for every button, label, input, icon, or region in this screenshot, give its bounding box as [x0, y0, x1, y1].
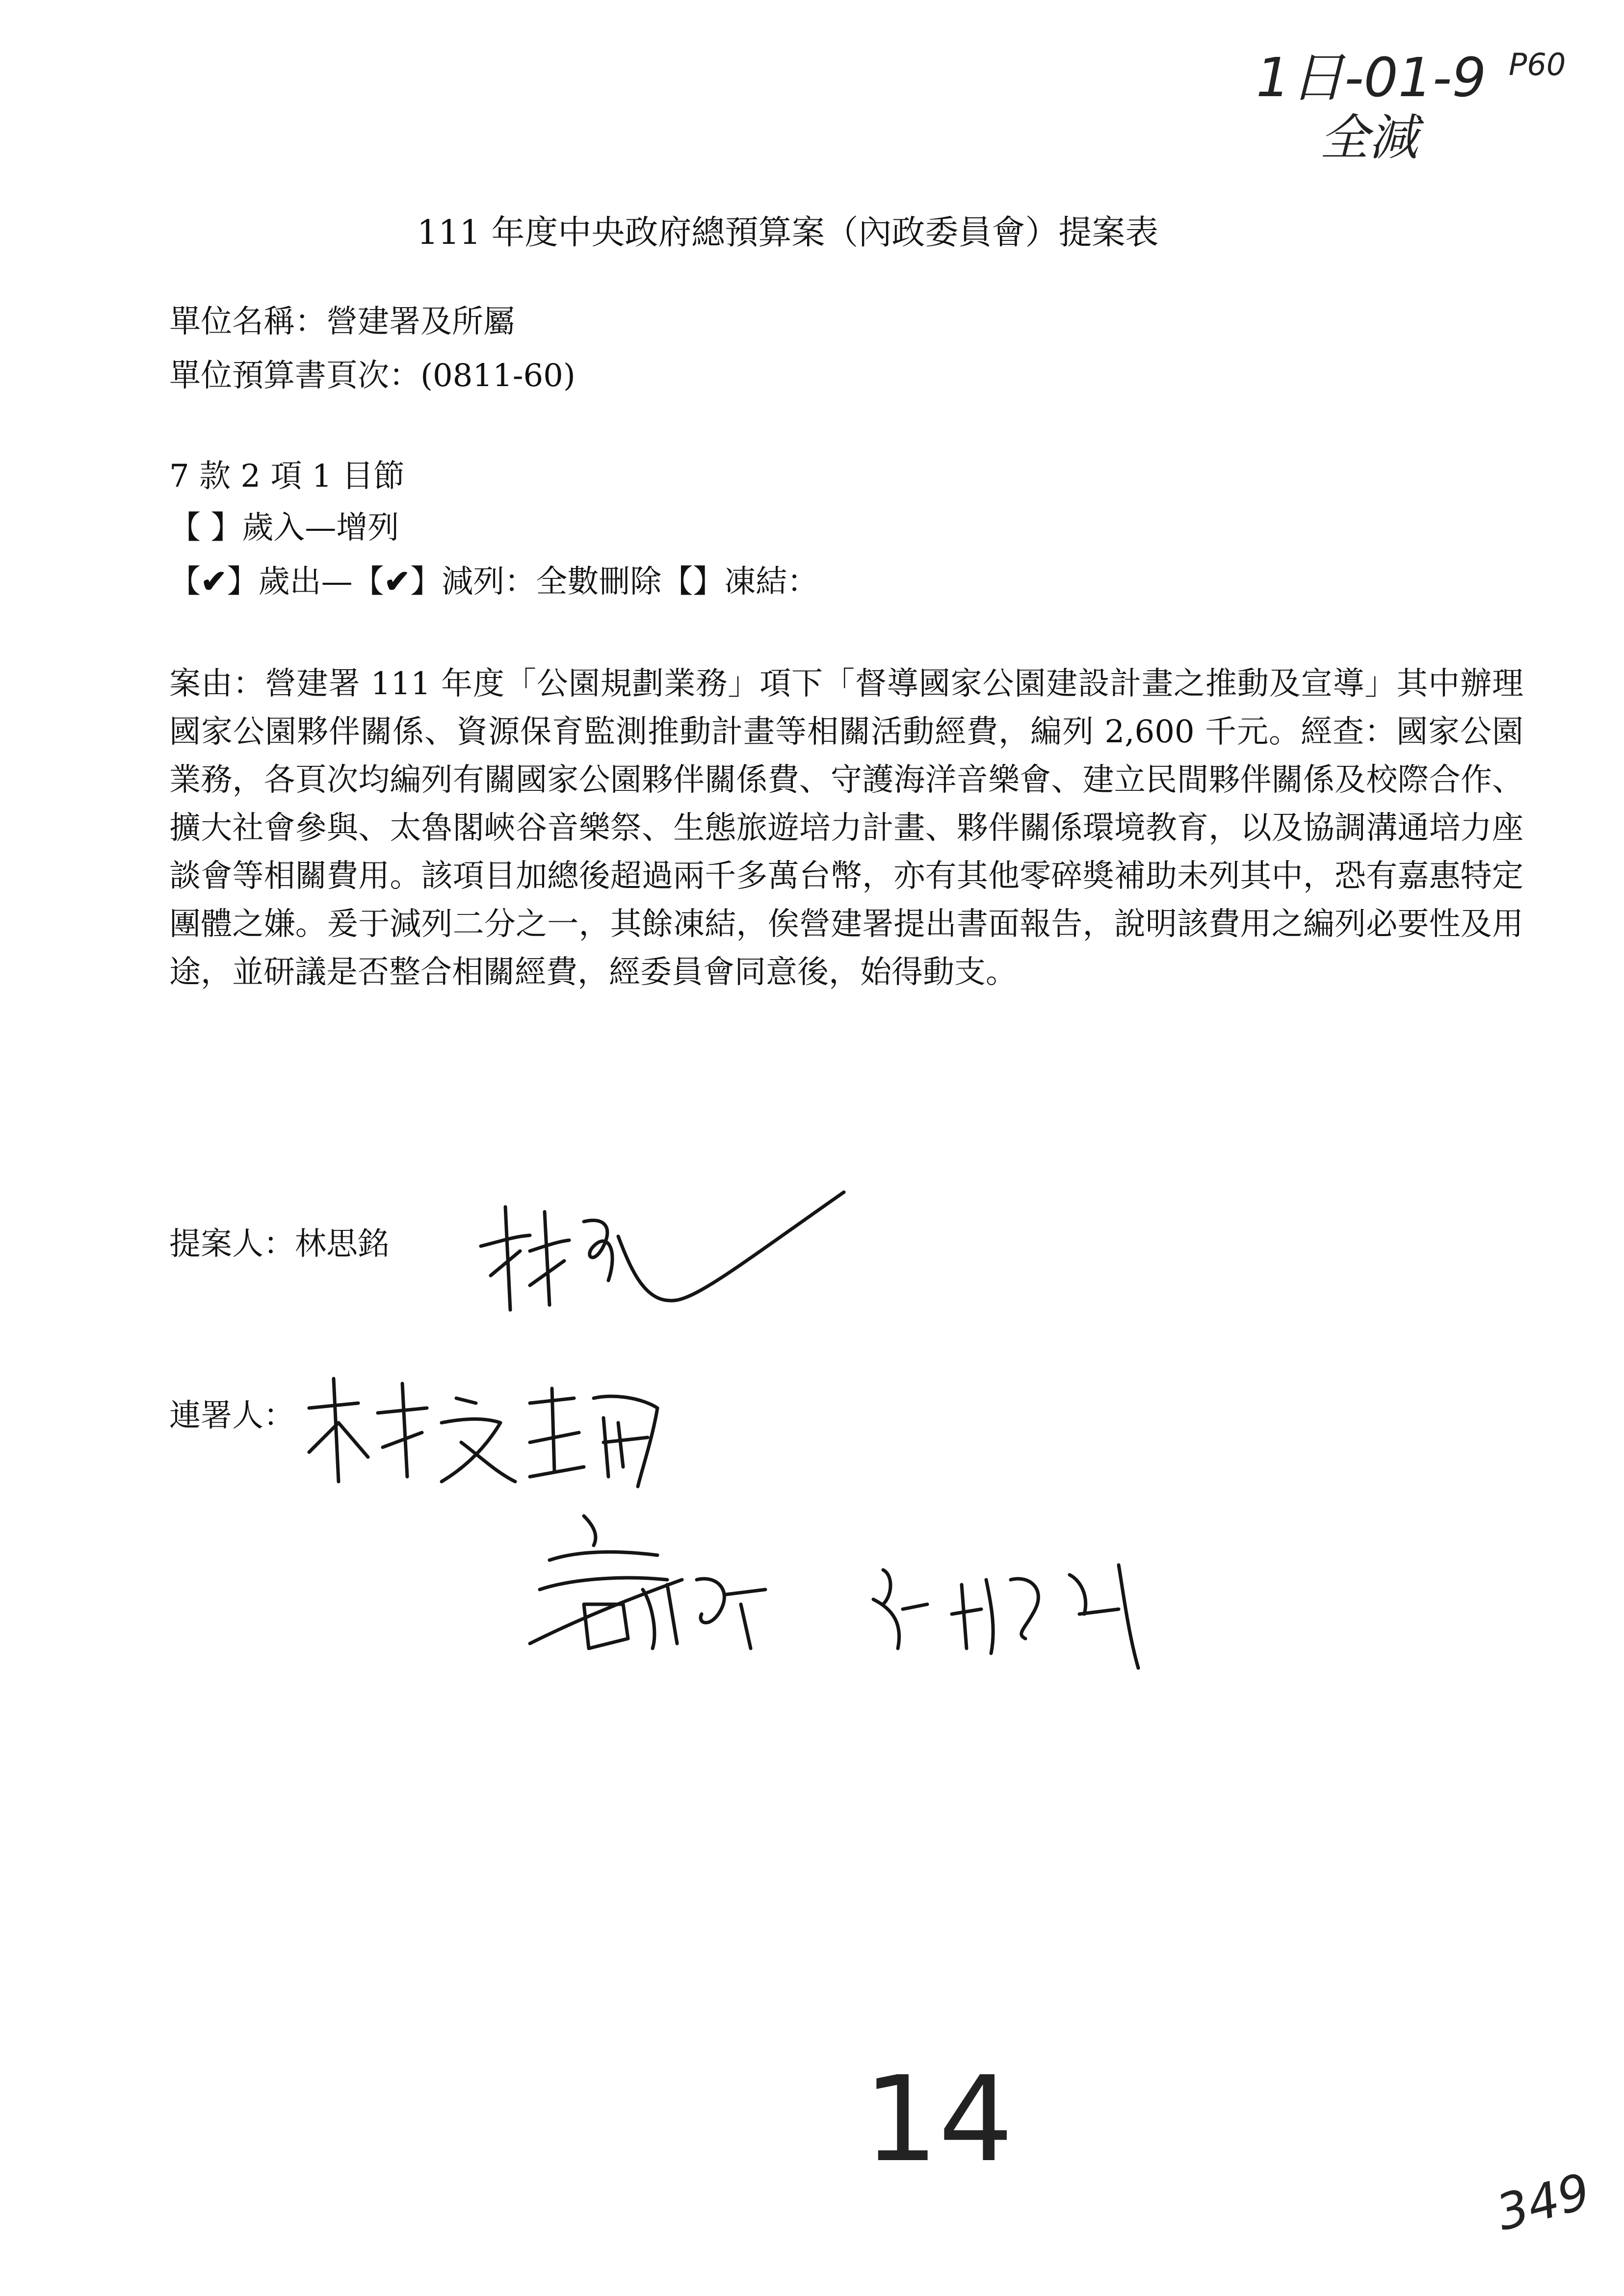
check-icon: ✔ [201, 563, 227, 600]
handwritten-page-ref: P60 [1509, 47, 1566, 82]
cosigner-label: 連署人： [169, 1398, 295, 1434]
reason-paragraph: 案由：營建署 111 年度「公園規劃業務」項下「督導國家公園建設計畫之推動及宣導」其中辦理國家公園夥伴關係、資源保育監測推動計畫等相關活動經費，編列 2,600 千元。經查：國家公園業務，各頁次均編列有關國家公園夥伴關係費、守護海洋音樂會、建立民間夥伴關係及校際合作、擴大社會參與、太魯閣峽谷音樂祭、生態旅遊培力計畫、夥伴關係環境教育，以及協調溝通培力座談會等相關費用。該項目加總後超過兩千多萬台幣，亦有其他零碎獎補助未列其中，恐有嘉惠特定團體之嫌。爰于減列二分之一，其餘凍結，俟營建署提出書面報告，說明該費用之編列必要性及用途，並研議是否整合相關經費，經委員會同意後，始得動支。 [169, 666, 1523, 991]
unit-name: 單位名稱：營建署及所屬 [169, 304, 515, 340]
cosigner-signature-1 [299, 1369, 672, 1496]
cosigner-signature-3 [864, 1550, 1168, 1678]
handwritten-code: 1日-01-9 [1256, 46, 1487, 109]
proposer-signature [471, 1177, 864, 1325]
unit-page: 單位預算書頁次：(0811-60) [169, 358, 576, 394]
section-revenue: 【 】歲入—增列 [169, 510, 399, 546]
bracket-open: 【 [169, 564, 201, 600]
reduction-label: 】減列：全數刪除【】凍結： [410, 564, 819, 600]
page-number: 14 [864, 2051, 1014, 2188]
proposer-label: 提案人：林思銘 [169, 1226, 389, 1262]
handwritten-note: 全減 [1320, 109, 1418, 166]
section-item: 7 款 2 項 1 目節 [169, 458, 405, 495]
check-icon: ✔ [384, 563, 411, 600]
section-expenditure [169, 559, 818, 604]
page-title: 111 年度中央政府總預算案（內政委員會）提案表 [417, 213, 1159, 252]
cosigner-signature-2 [520, 1506, 775, 1663]
corner-note: 349 [1491, 2162, 1596, 2242]
expenditure-label: 】歲出—【 [227, 564, 384, 600]
